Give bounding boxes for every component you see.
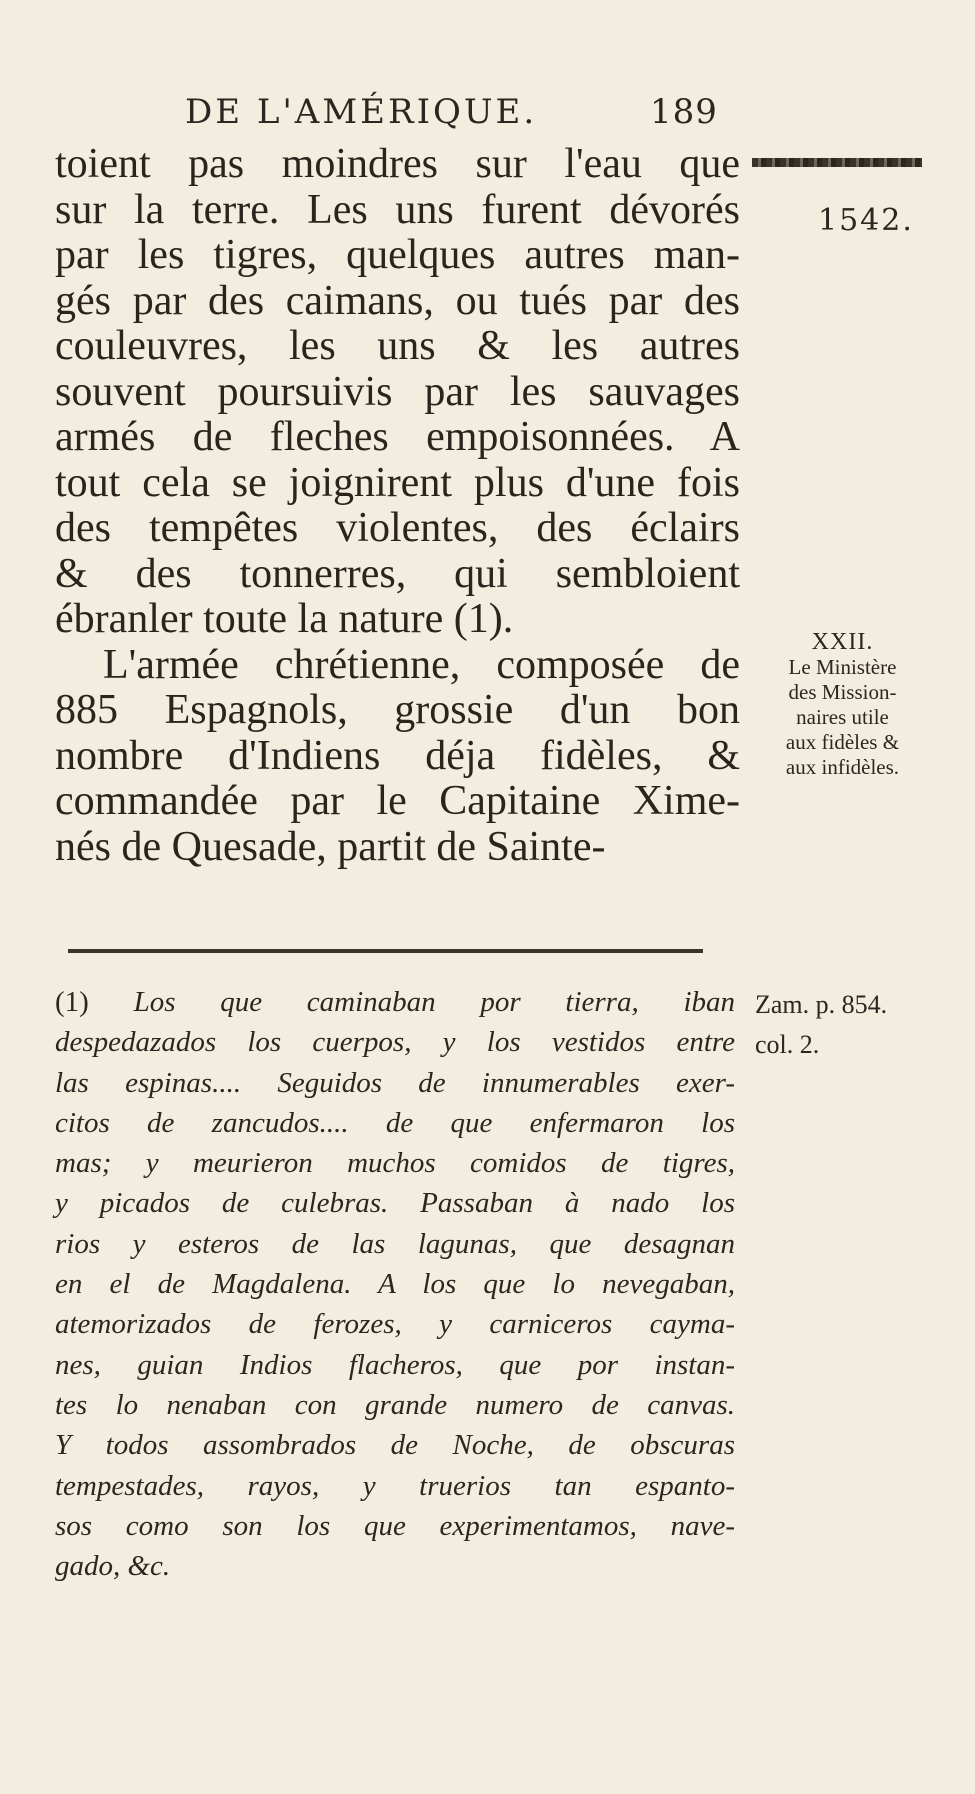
footnote-line: rios y esteros de las lagunas, que desagnan (55, 1227, 735, 1260)
footnote-line: tes lo nenaban con grande numero de canvas. (55, 1388, 735, 1421)
footnote-line: Y todos assombrados de Noche, de obscuras (55, 1429, 735, 1462)
text-line: toient pas moindres sur l'eau que (55, 141, 740, 187)
margin-note-line: aux fidèles & (785, 730, 900, 754)
text-line: 885 Espagnols, grossie d'un bon (55, 687, 740, 733)
footnote-line: nes, guian Indios flacheros, que por instan- (55, 1348, 735, 1381)
footnote-reference (755, 985, 945, 1065)
text-line: des tempêtes violentes, des éclairs (55, 505, 740, 551)
text-line: nombre d'Indiens déja fidèles, & (55, 732, 740, 779)
margin-note-line: Le Ministère (788, 655, 897, 679)
footnote-line: y picados de culebras. Passaban à nado los (55, 1187, 735, 1220)
footnote-line: citos de zancudos.... de que enfermaron los (55, 1106, 735, 1139)
footnote-line: las espinas.... Seguidos de innumerables exer- (55, 1066, 735, 1099)
text-line: couleuvres, les uns & les autres (55, 323, 740, 369)
footnote-line: sos como son los que experimentamos, nave- (55, 1509, 735, 1542)
margin-note-line: naires utile (796, 705, 889, 729)
footnote-line: mas; y meurieron muchos comidos de tigres, (55, 1147, 735, 1180)
text-line: gés par des caimans, ou tués par des (55, 277, 740, 324)
text-line: & des tonnerres, qui sembloient (55, 550, 740, 597)
section-number: XXII. (811, 629, 874, 655)
footnote-line: Los que caminaban por tierra, iban (133, 986, 736, 1018)
text-line: L'armée chrétienne, composée de (103, 641, 740, 688)
footnote-separator (68, 949, 703, 953)
text-line: sur la terre. Les uns furent dévorés (55, 186, 740, 233)
text-line: souvent poursuivis par les sauvages (55, 368, 740, 415)
footnote-line: atemorizados de ferozes, y carniceros cayma- (55, 1308, 735, 1341)
text-line: armés de fleches empoisonnées. A (55, 414, 740, 460)
main-text (55, 142, 740, 870)
footnote-line: en el de Magdalena. A los que lo nevegaban, (55, 1268, 735, 1301)
margin-year: 1542. (818, 203, 914, 238)
text-line: commandée par le Capitaine Xime- (55, 778, 740, 824)
text-line: ébranler toute la nature (1). (55, 596, 514, 642)
footnote-line: despedazados los cuerpos, y los vestidos entre (55, 1026, 735, 1059)
text-line: tout cela se joignirent plus d'une fois (55, 459, 740, 506)
text-line: nés de Quesade, partit de Sainte- (55, 823, 606, 870)
margin-note-line: des Mission- (788, 680, 897, 704)
text-line: par les tigres, quelques autres man- (55, 232, 740, 278)
footnote-marker: (1) (55, 986, 89, 1018)
page-number: 189 (650, 92, 718, 132)
margin-note-line: aux infidèles. (785, 755, 900, 779)
footnote-line: gado, &c. (55, 1550, 171, 1583)
running-title: DE L'AMÉRIQUE. (185, 92, 538, 132)
footnote (55, 982, 735, 1586)
margin-rule (752, 158, 922, 167)
reference-line: Zam. p. 854. (755, 990, 888, 1019)
reference-line: col. 2. (755, 1030, 820, 1059)
margin-note (750, 630, 935, 780)
footnote-line: tempestades, rayos, y truerios tan espanto- (55, 1469, 735, 1502)
